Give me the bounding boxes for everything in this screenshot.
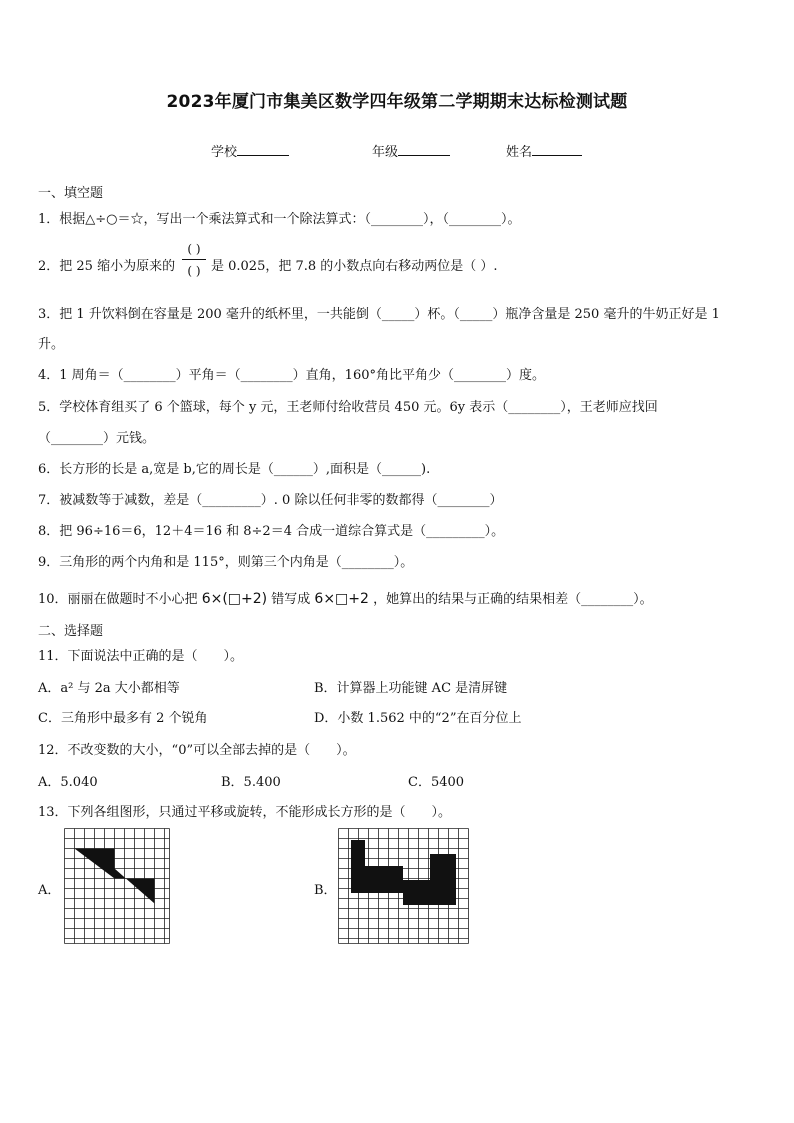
question-2-pre: 2．把 25 缩小为原来的 xyxy=(38,259,176,274)
question-13-option-a-label[interactable]: A． xyxy=(38,883,61,898)
school-blank[interactable] xyxy=(237,143,289,156)
question-12: 12．不改变数的大小，“0”可以全部去掉的是（ ）。 xyxy=(38,743,356,758)
grade-field xyxy=(372,141,450,160)
question-11-option-c[interactable]: C．三角形中最多有 2 个锐角 xyxy=(38,711,208,726)
question-11-option-d[interactable]: D．小数 1.562 中的“2”在百分位上 xyxy=(314,711,522,726)
question-11-option-a[interactable]: A．a² 与 2a 大小都相等 xyxy=(38,681,180,696)
figure-b-left-block xyxy=(351,840,403,893)
question-12-option-c[interactable]: C．5400 xyxy=(408,775,465,790)
question-13: 13．下列各组图形，只通过平移或旋转，不能形成长方形的是（ ）。 xyxy=(38,805,452,820)
question-1: 1．根据△÷○＝☆，写出一个乘法算式和一个除法算式：（________），（________）。 xyxy=(38,212,521,227)
name-blank[interactable] xyxy=(532,143,582,156)
question-5-line-2: （________）元钱。 xyxy=(38,431,156,446)
question-6: 6．长方形的长是 a,宽是 b,它的周长是（______）,面积是（______). xyxy=(38,462,431,477)
grade-blank[interactable] xyxy=(398,143,450,156)
question-11-option-b[interactable]: B．计算器上功能键 AC 是清屏键 xyxy=(314,681,508,696)
question-5-line-1: 5．学校体育组买了 6 个篮球，每个 y 元，王老师付给收营员 450 元。6y 表示（________），王老师应找回 xyxy=(38,400,658,415)
figure-a-grid xyxy=(64,828,170,944)
question-10-pre: 10．丽丽在做题时不小心把 xyxy=(38,592,198,607)
page-title: 2023年厦门市集美区数学四年级第二学期期末达标检测试题 xyxy=(166,92,628,112)
question-9: 9．三角形的两个内角和是 115°，则第三个内角是（________）。 xyxy=(38,555,414,570)
fraction-denominator: ( ) xyxy=(187,264,201,278)
question-12-option-a[interactable]: A．5.040 xyxy=(38,775,98,790)
school-field xyxy=(211,141,289,160)
name-label: 姓名 xyxy=(506,145,533,160)
question-12-option-b[interactable]: B．5.400 xyxy=(221,775,281,790)
school-label: 学校 xyxy=(211,145,238,160)
question-2-post: 是 0.025，把 7.8 的小数点向右移动两位是（ ）. xyxy=(211,259,498,274)
fraction-bar xyxy=(182,259,206,260)
figure-b-grid xyxy=(338,828,469,944)
question-10-post: ，她算出的结果与正确的结果相差（________）。 xyxy=(373,592,653,607)
section-fill-blank: 一、填空题 xyxy=(38,186,104,201)
question-3-line-2: 升。 xyxy=(38,337,65,352)
question-8: 8．把 96÷16＝6，12＋4＝16 和 8÷2＝4 合成一道综合算式是（_________）。 xyxy=(38,524,505,539)
grade-label: 年级 xyxy=(372,145,399,160)
question-10 xyxy=(38,588,653,607)
question-10-expression-correct: 6×(□+2) xyxy=(201,591,268,607)
question-3-line-1: 3．把 1 升饮料倒在容量是 200 毫升的纸杯里，一共能倒（_____）杯。（_____）瓶净含量是 250 毫升的牛奶正好是 1 xyxy=(38,307,720,322)
question-10-mid: 错写成 xyxy=(271,592,311,607)
name-field xyxy=(506,141,582,160)
question-2-fraction xyxy=(180,241,208,279)
fraction-numerator: ( ) xyxy=(187,242,201,256)
question-13-option-b-label[interactable]: B． xyxy=(314,883,337,898)
question-11: 11．下面说法中正确的是（ ）。 xyxy=(38,649,244,664)
figure-b-right-block xyxy=(403,854,456,905)
question-4: 4．1 周角＝（________）平角＝（________）直角，160°角比平角少（________）度。 xyxy=(38,368,545,383)
question-7: 7．被减数等于减数，差是（_________）. 0 除以任何非零的数都得（________） xyxy=(38,493,503,508)
question-10-expression-wrong: 6×□+2 xyxy=(314,591,369,607)
section-multiple-choice: 二、选择题 xyxy=(38,624,104,639)
